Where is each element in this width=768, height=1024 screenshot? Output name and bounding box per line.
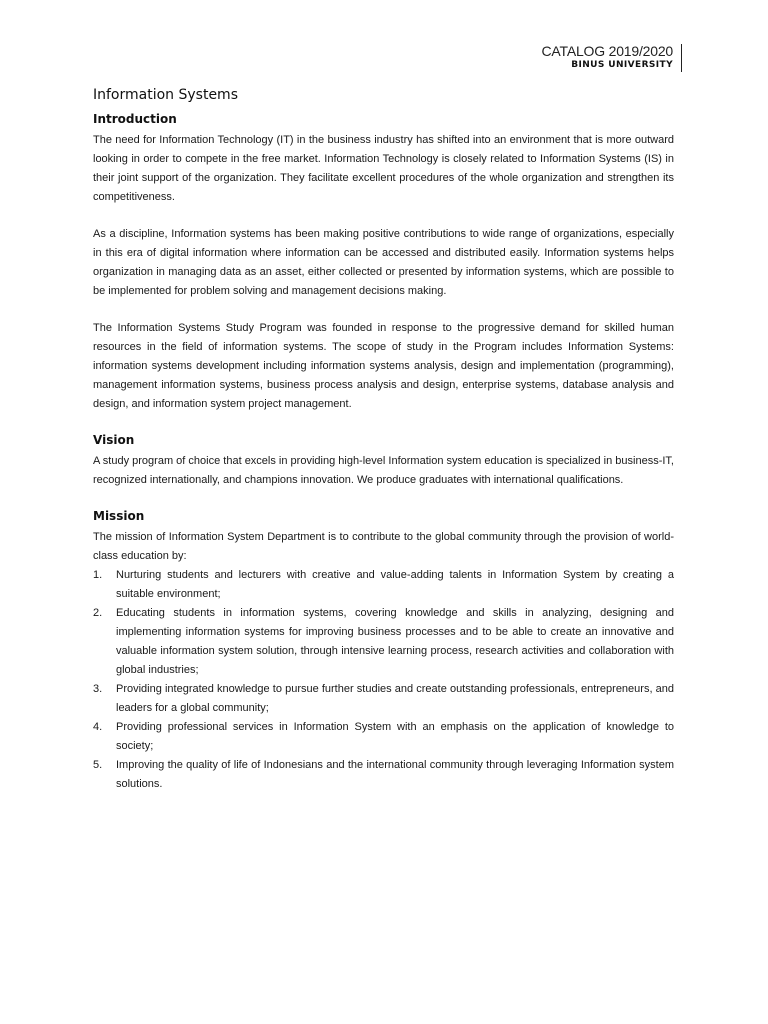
mission-item bbox=[93, 566, 674, 604]
mission-item-number: 3. bbox=[93, 683, 103, 695]
mission-intro: The mission of Information System Department is to contribute to the global community through the provision of world-class education by: bbox=[93, 531, 674, 562]
mission-item bbox=[93, 718, 674, 756]
mission-item-text: Providing professional services in Information System with an emphasis on the application of knowledge to society; bbox=[116, 721, 674, 752]
mission-item-number: 1. bbox=[93, 569, 103, 581]
mission-item-number: 5. bbox=[93, 759, 103, 771]
mission-item-text: Providing integrated knowledge to pursue further studies and create outstanding professionals, entrepreneurs, and leaders for a global community; bbox=[116, 683, 674, 714]
mission-item bbox=[93, 756, 674, 794]
introduction-paragraph-1: The need for Information Technology (IT) in the business industry has shifted into an environment that is more outward looking in order to compete in the free market. Information Technology is closely related to Information Systems (IS) in their joint support of the organization. They facilitate excellent procedures of the whole organization and strengthen its competitiveness. bbox=[93, 134, 674, 203]
mission-item bbox=[93, 680, 674, 718]
mission-item-number: 4. bbox=[93, 721, 103, 733]
mission-item-number: 2. bbox=[93, 607, 103, 619]
university-name: BINUS UNIVERSITY bbox=[571, 60, 673, 70]
mission-item-text: Educating students in information systems, covering knowledge and skills in analyzing, designing and implementing information systems for improving business processes and to be able to create an innovative and valuable information system solution, through intensive learning process, research activities and collaboration with global industries; bbox=[116, 607, 674, 676]
mission-item-text: Nurturing students and lecturers with creative and value-adding talents in Information System by creating a suitable environment; bbox=[116, 569, 674, 600]
introduction-paragraph-3: The Information Systems Study Program was founded in response to the progressive demand for skilled human resources in the field of information systems. The scope of study in the Program includes Information Systems: information systems development including information systems analysis, design and implementation (programming), management information systems, business process analysis and design, enterprise systems, database analysis and design, and information system project management. bbox=[93, 322, 674, 410]
vision-heading: Vision bbox=[93, 433, 135, 447]
mission-item-text: Improving the quality of life of Indonesians and the international community through leveraging Information system solutions. bbox=[116, 759, 674, 790]
introduction-paragraph-2: As a discipline, Information systems has been making positive contributions to wide range of organizations, especially in this era of digital information where information can be accessed and distributed easily. Information systems helps organization in managing data as an asset, either collected or presented by information systems, which are possible to be implemented for problem solving and management decisions making. bbox=[93, 228, 674, 297]
mission-heading: Mission bbox=[93, 509, 145, 523]
introduction-heading: Introduction bbox=[93, 112, 177, 126]
catalog-label: CATALOG 2019/2020 bbox=[541, 43, 673, 59]
vision-paragraph: A study program of choice that excels in providing high-level Information system education is specialized in business-IT, recognized internationally, and champions innovation. We produce graduates with international qualifications. bbox=[93, 455, 674, 486]
page-title: Information Systems bbox=[93, 87, 238, 103]
document-body bbox=[93, 86, 674, 794]
mission-item bbox=[93, 604, 674, 680]
page-header bbox=[542, 44, 683, 72]
mission-list bbox=[93, 566, 674, 794]
